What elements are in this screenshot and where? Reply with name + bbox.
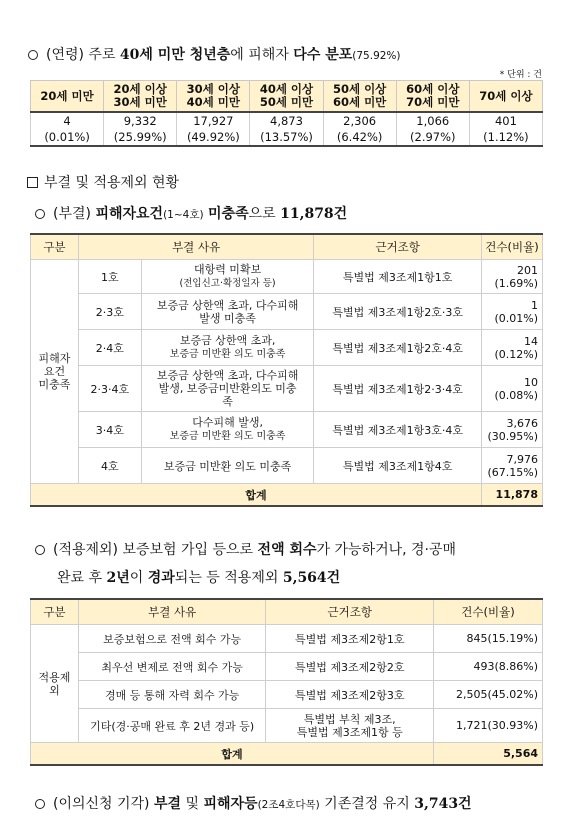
count-cell: 1,721(30.93%) bbox=[434, 709, 543, 743]
age-value: 4 bbox=[31, 112, 104, 129]
table-row bbox=[31, 260, 543, 294]
appeal-bold1: 부결 bbox=[153, 796, 182, 812]
count-cell: 493(8.86%) bbox=[434, 653, 543, 681]
table-row bbox=[31, 448, 543, 484]
header-basis: 근거조항 bbox=[314, 234, 482, 260]
age-value: 1,066 bbox=[396, 112, 469, 129]
age-heading-prefix: (연령) 주로 bbox=[46, 47, 120, 63]
exempt-line2: 완료 후 2년이 경과되는 등 적용제외 5,564건 bbox=[57, 570, 341, 586]
header-reason: 부결 사유 bbox=[78, 599, 266, 625]
table-row bbox=[31, 330, 543, 366]
age-pct-row bbox=[31, 129, 543, 146]
table-row bbox=[31, 681, 543, 709]
age-value: 17,927 bbox=[177, 112, 250, 129]
age-header-cell: 20세 이상 30세 미만 bbox=[104, 81, 177, 113]
count-cell: 201 (1.69%) bbox=[481, 260, 542, 294]
unit-note: * 단위 : 건 bbox=[499, 70, 542, 80]
reason-cell: 보증금 미반환 의도 미충족 bbox=[141, 448, 314, 484]
count-cell: 14 (0.12%) bbox=[481, 330, 542, 366]
reason-cell: 기타(경·공매 완료 후 2년 경과 등) bbox=[78, 709, 266, 743]
age-heading-bold1: 40세 미만 청년층 bbox=[119, 47, 231, 63]
status-heading bbox=[27, 172, 179, 192]
total-value: 11,878 bbox=[481, 484, 542, 507]
total-row bbox=[31, 743, 543, 766]
status-heading-text: 부결 및 적용제외 현황 bbox=[44, 175, 180, 191]
age-pct: (49.92%) bbox=[177, 129, 250, 146]
reason-cell: 대항력 미확보 (전입신고·확정일자 등) bbox=[141, 260, 314, 294]
age-header-cell: 60세 이상 70세 미만 bbox=[396, 81, 469, 113]
age-table bbox=[30, 80, 543, 147]
reason-cell: 보증금 상한액 초과, 다수피해 발생, 보증금미반환의도 미충 족 bbox=[141, 366, 314, 412]
table-row bbox=[31, 653, 543, 681]
age-heading bbox=[20, 44, 401, 64]
item-no: 4호 bbox=[78, 448, 141, 484]
item-no: 3·4호 bbox=[78, 412, 141, 448]
table-row bbox=[31, 294, 543, 330]
header-basis: 근거조항 bbox=[266, 599, 434, 625]
reason-cell: 보증금 상한액 초과, 다수피해 발생 미충족 bbox=[141, 294, 314, 330]
table-row bbox=[31, 366, 543, 412]
item-no: 1호 bbox=[78, 260, 141, 294]
basis-cell: 특별법 제3조제2항1호 bbox=[266, 625, 434, 653]
age-value: 401 bbox=[469, 112, 542, 129]
item-no: 2·4호 bbox=[78, 330, 141, 366]
reason-cell: 보증보험으로 전액 회수 가능 bbox=[78, 625, 266, 653]
header-reason: 부결 사유 bbox=[78, 234, 313, 260]
count-cell: 1 (0.01%) bbox=[481, 294, 542, 330]
age-header-row bbox=[31, 81, 543, 113]
reject-bold3: 11,878건 bbox=[280, 206, 348, 222]
basis-cell: 특별법 제3조제1항2호·4호 bbox=[314, 330, 482, 366]
age-header-cell: 70세 이상 bbox=[469, 81, 542, 113]
appeal-mid2: 기존결정 유지 bbox=[319, 796, 415, 812]
exempt-table bbox=[30, 598, 543, 766]
exempt-header-row bbox=[31, 599, 543, 625]
total-label: 합계 bbox=[31, 484, 482, 507]
age-pct: (25.99%) bbox=[104, 129, 177, 146]
reject-header-row bbox=[31, 234, 543, 260]
count-cell: 845(15.19%) bbox=[434, 625, 543, 653]
basis-cell: 특별법 제3조제1항2호·3호 bbox=[314, 294, 482, 330]
exempt-line1: (적용제외) 보증보험 가입 등으로 전액 회수가 가능하거나, 경·공매 bbox=[27, 536, 456, 564]
basis-cell: 특별법 제3조제1항3호·4호 bbox=[314, 412, 482, 448]
item-no: 2·3호 bbox=[78, 294, 141, 330]
basis-cell: 특별법 제3조제2항3호 bbox=[266, 681, 434, 709]
header-category: 구분 bbox=[31, 234, 79, 260]
age-pct: (13.57%) bbox=[250, 129, 323, 146]
age-header-cell: 40세 이상 50세 미만 bbox=[250, 81, 323, 113]
count-cell: 2,505(45.02%) bbox=[434, 681, 543, 709]
header-category: 구분 bbox=[31, 599, 79, 625]
age-value: 2,306 bbox=[323, 112, 396, 129]
age-header-cell: 20세 미만 bbox=[31, 81, 104, 113]
age-pct: (2.97%) bbox=[396, 129, 469, 146]
age-value-row bbox=[31, 112, 543, 129]
appeal-bold2: 피해자등 bbox=[203, 796, 258, 812]
circle-bullet-icon bbox=[35, 545, 45, 555]
reason-cell: 보증금 상한액 초과, 보증금 미반환 의도 미충족 bbox=[141, 330, 314, 366]
group-cell: 피해자 요건 미충족 bbox=[31, 260, 79, 484]
total-row bbox=[31, 484, 543, 507]
age-heading-mid: 에 피해자 bbox=[230, 47, 294, 63]
age-value: 9,332 bbox=[104, 112, 177, 129]
reject-bold1: 피해자요건 bbox=[95, 206, 164, 222]
count-cell: 3,676 (30.95%) bbox=[481, 412, 542, 448]
appeal-small: (2조4호다목) bbox=[257, 799, 320, 811]
count-cell: 10 (0.08%) bbox=[481, 366, 542, 412]
reason-cell: 다수피해 발생, 보증금 미반환 의도 미충족 bbox=[141, 412, 314, 448]
circle-bullet-icon bbox=[35, 799, 45, 809]
age-pct: (0.01%) bbox=[31, 129, 104, 146]
age-heading-bold2: 다수 분포 bbox=[293, 47, 353, 63]
circle-bullet-icon bbox=[35, 209, 45, 219]
reason-cell: 최우선 변제로 전액 회수 가능 bbox=[78, 653, 266, 681]
circle-bullet-icon bbox=[28, 50, 38, 60]
count-cell: 7,976 (67.15%) bbox=[481, 448, 542, 484]
item-no: 2·3·4호 bbox=[78, 366, 141, 412]
basis-cell: 특별법 제3조제1항4호 bbox=[314, 448, 482, 484]
age-pct: (1.12%) bbox=[469, 129, 542, 146]
appeal-prefix: (이의신청 기각) bbox=[53, 796, 154, 812]
appeal-bold3: 3,743건 bbox=[414, 796, 472, 812]
appeal-heading bbox=[27, 793, 472, 813]
reject-bold2: 미충족 bbox=[208, 206, 249, 222]
exempt-heading bbox=[27, 536, 456, 592]
basis-cell: 특별법 제3조제1항2·3·4호 bbox=[314, 366, 482, 412]
reject-prefix: (부결) bbox=[53, 206, 96, 222]
basis-cell: 특별법 제3조제1항1호 bbox=[314, 260, 482, 294]
table-row bbox=[31, 412, 543, 448]
reject-mid: 으로 bbox=[248, 206, 281, 222]
group-cell: 적용제 외 bbox=[31, 625, 79, 743]
square-bullet-icon bbox=[27, 177, 38, 188]
age-value: 4,873 bbox=[250, 112, 323, 129]
age-heading-pct: (75.92%) bbox=[352, 50, 401, 62]
basis-cell: 특별법 부칙 제3조, 특별법 제3조제1항 등 bbox=[266, 709, 434, 743]
age-header-cell: 30세 이상 40세 미만 bbox=[177, 81, 250, 113]
basis-cell: 특별법 제3조제2항2호 bbox=[266, 653, 434, 681]
reject-table bbox=[30, 233, 543, 507]
header-count: 건수(비율) bbox=[434, 599, 543, 625]
header-count: 건수(비율) bbox=[481, 234, 542, 260]
table-row bbox=[31, 709, 543, 743]
reason-cell: 경매 등 통해 자력 회수 가능 bbox=[78, 681, 266, 709]
reject-small: (1~4호) bbox=[163, 209, 204, 221]
total-value: 5,564 bbox=[434, 743, 543, 766]
age-header-cell: 50세 이상 60세 미만 bbox=[323, 81, 396, 113]
reject-heading bbox=[27, 203, 347, 223]
total-label: 합계 bbox=[31, 743, 434, 766]
age-pct: (6.42%) bbox=[323, 129, 396, 146]
appeal-mid1: 및 bbox=[181, 796, 204, 812]
table-row bbox=[31, 625, 543, 653]
